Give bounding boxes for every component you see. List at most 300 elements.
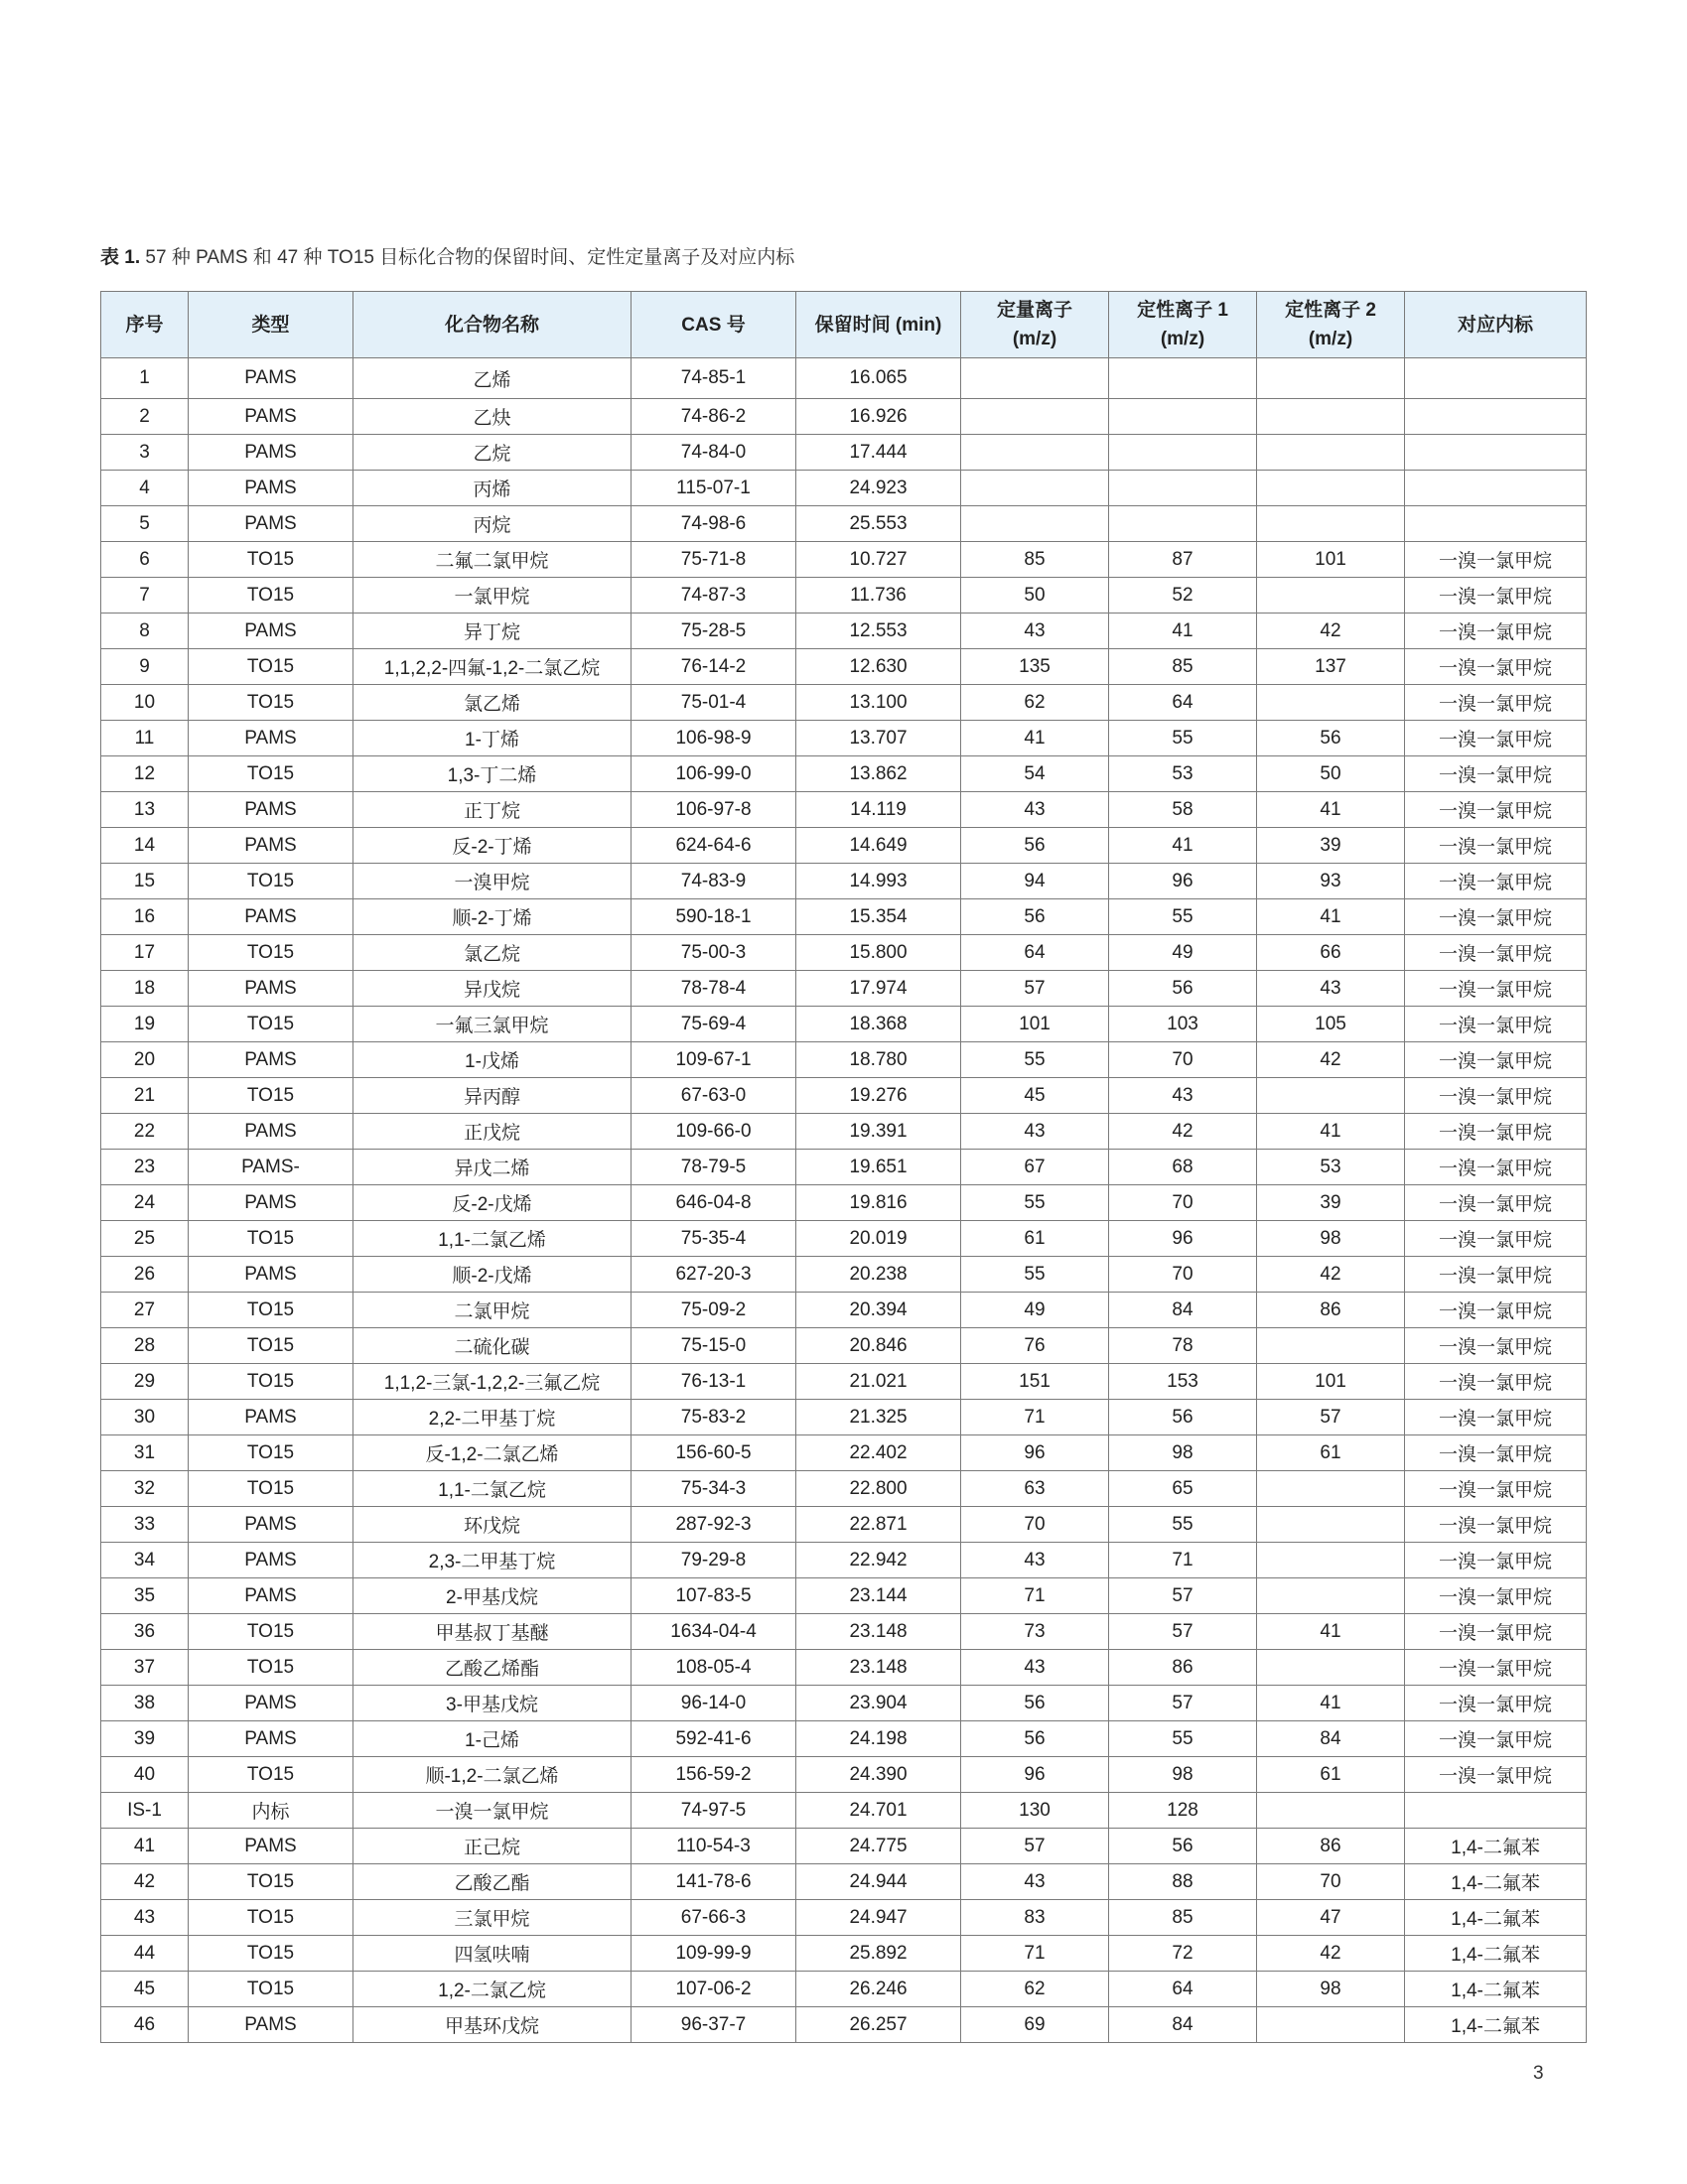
table-cell: [1109, 471, 1257, 506]
table-cell: 一溴一氯甲烷: [1405, 1293, 1587, 1328]
table-cell: 74-98-6: [632, 506, 796, 542]
table-cell: 2: [101, 399, 189, 435]
table-cell: 13.100: [796, 685, 961, 721]
table-cell: 74-85-1: [632, 358, 796, 399]
table-cell: 环戊烷: [353, 1507, 632, 1543]
table-cell: 74-84-0: [632, 435, 796, 471]
table-cell: 41: [1109, 614, 1257, 649]
table-cell: 128: [1109, 1793, 1257, 1829]
table-cell: 20.019: [796, 1221, 961, 1257]
table-cell: 13: [101, 792, 189, 828]
table-cell: 78: [1109, 1328, 1257, 1364]
table-cell: [1257, 685, 1405, 721]
table-cell: 一溴一氯甲烷: [1405, 971, 1587, 1007]
table-cell: 98: [1257, 1972, 1405, 2007]
table-cell: 627-20-3: [632, 1257, 796, 1293]
table-cell: 101: [1257, 542, 1405, 578]
column-header: [353, 292, 632, 358]
table-cell: 24.198: [796, 1721, 961, 1757]
column-header-label: 保留时间 (min): [814, 314, 942, 336]
table-cell: 24.701: [796, 1793, 961, 1829]
table-cell: PAMS: [189, 1507, 353, 1543]
table-cell: 一溴一氯甲烷: [1405, 1721, 1587, 1757]
table-row: [101, 721, 1587, 756]
column-header: [1405, 292, 1587, 358]
table-cell: 17.974: [796, 971, 961, 1007]
table-row: [101, 935, 1587, 971]
table-cell: 56: [1109, 1400, 1257, 1435]
table-cell: 43: [961, 1650, 1109, 1686]
table-cell: 1,4-二氟苯: [1405, 1936, 1587, 1972]
table-cell: 23.144: [796, 1578, 961, 1614]
table-cell: 25: [101, 1221, 189, 1257]
table-row: [101, 1650, 1587, 1686]
table-cell: 84: [1257, 1721, 1405, 1757]
column-header-label: CAS 号: [681, 314, 746, 336]
table-cell: 287-92-3: [632, 1507, 796, 1543]
table-cell: 异丙醇: [353, 1078, 632, 1114]
table-cell: 96: [961, 1757, 1109, 1793]
table-cell: 17: [101, 935, 189, 971]
table-cell: [1257, 1078, 1405, 1114]
table-cell: 78-79-5: [632, 1150, 796, 1185]
table-cell: 29: [101, 1364, 189, 1400]
table-cell: 33: [101, 1507, 189, 1543]
column-header-label: 定性离子 1: [1137, 300, 1228, 321]
table-cell: 19.276: [796, 1078, 961, 1114]
table-cell: 14.119: [796, 792, 961, 828]
table-cell: 异丁烷: [353, 614, 632, 649]
table-cell: 1,1-二氯乙烷: [353, 1471, 632, 1507]
table-cell: [1109, 506, 1257, 542]
table-cell: PAMS: [189, 2007, 353, 2043]
table-cell: 乙酸乙烯酯: [353, 1650, 632, 1686]
table-cell: 58: [1109, 792, 1257, 828]
table-cell: [1109, 435, 1257, 471]
table-cell: 一溴一氯甲烷: [1405, 1150, 1587, 1185]
table-cell: 1,4-二氟苯: [1405, 1900, 1587, 1936]
table-cell: 15.800: [796, 935, 961, 971]
table-cell: 20.846: [796, 1328, 961, 1364]
table-cell: 62: [961, 685, 1109, 721]
table-cell: 41: [1257, 1686, 1405, 1721]
table-cell: TO15: [189, 1364, 353, 1400]
table-cell: 107-83-5: [632, 1578, 796, 1614]
table-cell: 一溴一氯甲烷: [1405, 756, 1587, 792]
table-cell: 75-01-4: [632, 685, 796, 721]
table-cell: 40: [101, 1757, 189, 1793]
table-cell: PAMS: [189, 971, 353, 1007]
table-cell: 14.649: [796, 828, 961, 864]
table-row: [101, 1543, 1587, 1578]
table-cell: PAMS: [189, 1114, 353, 1150]
table-cell: 1,3-丁二烯: [353, 756, 632, 792]
table-cell: 96: [1109, 864, 1257, 899]
table-cell: 67-63-0: [632, 1078, 796, 1114]
table-row: [101, 1793, 1587, 1829]
table-cell: 75-09-2: [632, 1293, 796, 1328]
table-cell: [1257, 2007, 1405, 2043]
table-cell: 73: [961, 1614, 1109, 1650]
table-cell: [961, 435, 1109, 471]
column-header-label: 定性离子 2: [1285, 300, 1376, 321]
table-cell: 70: [1109, 1257, 1257, 1293]
table-row: [101, 1400, 1587, 1435]
table-cell: 42: [1257, 1042, 1405, 1078]
table-cell: 1-己烯: [353, 1721, 632, 1757]
table-cell: 7: [101, 578, 189, 614]
column-header-label: 定量离子: [996, 300, 1072, 321]
table-cell: 71: [961, 1400, 1109, 1435]
table-cell: 75-83-2: [632, 1400, 796, 1435]
table-cell: 75-35-4: [632, 1221, 796, 1257]
table-cell: 一溴一氯甲烷: [1405, 1614, 1587, 1650]
table-cell: 83: [961, 1900, 1109, 1936]
table-cell: [1257, 358, 1405, 399]
table-cell: 141-78-6: [632, 1864, 796, 1900]
table-cell: 1,1,2-三氯-1,2,2-三氟乙烷: [353, 1364, 632, 1400]
table-cell: 590-18-1: [632, 899, 796, 935]
table-cell: 22.871: [796, 1507, 961, 1543]
table-cell: 乙烷: [353, 435, 632, 471]
table-cell: 43: [961, 614, 1109, 649]
table-cell: 61: [1257, 1757, 1405, 1793]
table-cell: 1634-04-4: [632, 1614, 796, 1650]
table-cell: 74-86-2: [632, 399, 796, 435]
table-cell: PAMS: [189, 471, 353, 506]
table-cell: 一溴一氯甲烷: [1405, 578, 1587, 614]
table-cell: 41: [1257, 1614, 1405, 1650]
table-cell: 49: [961, 1293, 1109, 1328]
table-cell: [1405, 399, 1587, 435]
table-cell: 74-83-9: [632, 864, 796, 899]
table-cell: PAMS: [189, 399, 353, 435]
table-cell: 85: [961, 542, 1109, 578]
table-cell: 153: [1109, 1364, 1257, 1400]
table-cell: 1,4-二氟苯: [1405, 1864, 1587, 1900]
table-cell: 氯乙烯: [353, 685, 632, 721]
table-cell: 36: [101, 1614, 189, 1650]
table-cell: [1405, 471, 1587, 506]
table-cell: 一溴一氯甲烷: [1405, 542, 1587, 578]
table-cell: 正丁烷: [353, 792, 632, 828]
table-cell: 71: [1109, 1543, 1257, 1578]
table-cell: 39: [1257, 828, 1405, 864]
table-row: [101, 1364, 1587, 1400]
table-cell: 50: [961, 578, 1109, 614]
table-cell: 106-97-8: [632, 792, 796, 828]
table-cell: 13.707: [796, 721, 961, 756]
table-cell: 甲基叔丁基醚: [353, 1614, 632, 1650]
column-header: [189, 292, 353, 358]
table-row: [101, 971, 1587, 1007]
table-cell: TO15: [189, 649, 353, 685]
table-cell: 1-丁烯: [353, 721, 632, 756]
table-row: [101, 399, 1587, 435]
table-cell: TO15: [189, 864, 353, 899]
table-cell: PAMS: [189, 358, 353, 399]
table-cell: PAMS: [189, 828, 353, 864]
table-row: [101, 1686, 1587, 1721]
table-cell: 156-60-5: [632, 1435, 796, 1471]
table-cell: 101: [1257, 1364, 1405, 1400]
table-cell: 57: [1257, 1400, 1405, 1435]
table-cell: [1109, 399, 1257, 435]
table-row: [101, 542, 1587, 578]
table-cell: 10.727: [796, 542, 961, 578]
table-cell: 23.148: [796, 1650, 961, 1686]
table-cell: 22.942: [796, 1543, 961, 1578]
table-cell: 108-05-4: [632, 1650, 796, 1686]
table-cell: 21.325: [796, 1400, 961, 1435]
table-cell: 55: [1109, 899, 1257, 935]
table-cell: TO15: [189, 1972, 353, 2007]
table-cell: 75-69-4: [632, 1007, 796, 1042]
table-cell: [1257, 1793, 1405, 1829]
column-header: [1257, 292, 1405, 358]
table-cell: 41: [1109, 828, 1257, 864]
table-row: [101, 1042, 1587, 1078]
column-header: [1109, 292, 1257, 358]
table-cell: 98: [1257, 1221, 1405, 1257]
table-cell: 86: [1257, 1293, 1405, 1328]
table-cell: 74-97-5: [632, 1793, 796, 1829]
table-cell: 19.816: [796, 1185, 961, 1221]
table-cell: 1,1,2,2-四氟-1,2-二氯乙烷: [353, 649, 632, 685]
table-cell: 22.800: [796, 1471, 961, 1507]
table-cell: 18.368: [796, 1007, 961, 1042]
table-cell: 反-2-戊烯: [353, 1185, 632, 1221]
table-cell: 23.148: [796, 1614, 961, 1650]
table-cell: 106-99-0: [632, 756, 796, 792]
table-cell: 57: [1109, 1578, 1257, 1614]
table-cell: 27: [101, 1293, 189, 1328]
table-cell: 一溴一氯甲烷: [1405, 828, 1587, 864]
table-cell: 63: [961, 1471, 1109, 1507]
column-header-unit: (m/z): [1308, 329, 1353, 349]
table-cell: 67: [961, 1150, 1109, 1185]
table-cell: TO15: [189, 1864, 353, 1900]
table-cell: 22.402: [796, 1435, 961, 1471]
table-cell: 丙烯: [353, 471, 632, 506]
table-cell: 19.391: [796, 1114, 961, 1150]
table-cell: PAMS: [189, 1400, 353, 1435]
table-cell: 2-甲基戊烷: [353, 1578, 632, 1614]
table-cell: 一溴一氯甲烷: [1405, 1364, 1587, 1400]
table-cell: 101: [961, 1007, 1109, 1042]
table-cell: 16.926: [796, 399, 961, 435]
table-cell: 四氢呋喃: [353, 1936, 632, 1972]
table-row: [101, 1829, 1587, 1864]
table-cell: 19.651: [796, 1150, 961, 1185]
table-row: [101, 2007, 1587, 2043]
table-row: [101, 358, 1587, 399]
table-cell: 109-66-0: [632, 1114, 796, 1150]
table-cell: PAMS: [189, 1829, 353, 1864]
table-cell: 顺-2-丁烯: [353, 899, 632, 935]
table-cell: 14: [101, 828, 189, 864]
table-cell: 67-66-3: [632, 1900, 796, 1936]
table-cell: 75-00-3: [632, 935, 796, 971]
table-cell: 20.238: [796, 1257, 961, 1293]
table-cell: 14.993: [796, 864, 961, 899]
table-cell: 一溴一氯甲烷: [1405, 1328, 1587, 1364]
table-cell: 1,2-二氯乙烷: [353, 1972, 632, 2007]
table-cell: 86: [1109, 1650, 1257, 1686]
table-cell: 1,4-二氟苯: [1405, 1829, 1587, 1864]
table-cell: TO15: [189, 1435, 353, 1471]
table-cell: [961, 506, 1109, 542]
table-cell: 32: [101, 1471, 189, 1507]
table-cell: 75-28-5: [632, 614, 796, 649]
table-cell: 一溴一氯甲烷: [1405, 1400, 1587, 1435]
table-cell: TO15: [189, 685, 353, 721]
table-cell: 57: [961, 971, 1109, 1007]
column-header-label: 对应内标: [1457, 314, 1533, 336]
table-row: [101, 1900, 1587, 1936]
table-cell: 二氯甲烷: [353, 1293, 632, 1328]
table-cell: 55: [961, 1042, 1109, 1078]
table-cell: [961, 358, 1109, 399]
table-cell: [1257, 1543, 1405, 1578]
table-cell: 86: [1257, 1829, 1405, 1864]
table-row: [101, 1114, 1587, 1150]
table-cell: 1,4-二氟苯: [1405, 1972, 1587, 2007]
table-cell: 56: [961, 899, 1109, 935]
table-cell: 61: [1257, 1435, 1405, 1471]
table-cell: 56: [961, 1721, 1109, 1757]
table-cell: 84: [1109, 2007, 1257, 2043]
table-cell: 13.862: [796, 756, 961, 792]
table-row: [101, 899, 1587, 935]
table-cell: 15.354: [796, 899, 961, 935]
table-cell: 70: [1109, 1042, 1257, 1078]
table-header-row: [101, 292, 1587, 358]
table-row: [101, 1435, 1587, 1471]
table-cell: 42: [101, 1864, 189, 1900]
table-cell: 71: [961, 1936, 1109, 1972]
table-cell: TO15: [189, 1007, 353, 1042]
table-row: [101, 1471, 1587, 1507]
table-cell: TO15: [189, 1936, 353, 1972]
table-cell: 24.390: [796, 1757, 961, 1793]
table-cell: 反-2-丁烯: [353, 828, 632, 864]
table-row: [101, 1185, 1587, 1221]
table-row: [101, 1936, 1587, 1972]
table-cell: 47: [1257, 1900, 1405, 1936]
table-cell: 28: [101, 1328, 189, 1364]
table-cell: PAMS: [189, 1686, 353, 1721]
table-row: [101, 756, 1587, 792]
table-row: [101, 1328, 1587, 1364]
table-cell: 一溴一氯甲烷: [1405, 649, 1587, 685]
table-cell: 88: [1109, 1864, 1257, 1900]
table-cell: 35: [101, 1578, 189, 1614]
table-cell: 85: [1109, 649, 1257, 685]
table-cell: 56: [1109, 971, 1257, 1007]
table-cell: 37: [101, 1650, 189, 1686]
table-cell: 42: [1257, 1936, 1405, 1972]
table-cell: 一溴一氯甲烷: [1405, 685, 1587, 721]
table-cell: TO15: [189, 1293, 353, 1328]
table-cell: 三氯甲烷: [353, 1900, 632, 1936]
table-cell: 一溴一氯甲烷: [1405, 1507, 1587, 1543]
table-cell: 109-67-1: [632, 1042, 796, 1078]
table-cell: 23.904: [796, 1686, 961, 1721]
table-cell: 一溴一氯甲烷: [1405, 1257, 1587, 1293]
table-cell: 21: [101, 1078, 189, 1114]
table-row: [101, 506, 1587, 542]
table-cell: 11: [101, 721, 189, 756]
table-cell: 一溴一氯甲烷: [1405, 1578, 1587, 1614]
table-cell: 75-34-3: [632, 1471, 796, 1507]
table-cell: 137: [1257, 649, 1405, 685]
table-cell: 12.630: [796, 649, 961, 685]
table-cell: 41: [1257, 1114, 1405, 1150]
column-header-label: 类型: [251, 314, 290, 336]
table-row: [101, 578, 1587, 614]
table-cell: 65: [1109, 1471, 1257, 1507]
table-cell: TO15: [189, 578, 353, 614]
table-cell: 20: [101, 1042, 189, 1078]
table-row: [101, 1757, 1587, 1793]
table-row: [101, 649, 1587, 685]
table-cell: 41: [101, 1829, 189, 1864]
table-cell: 76-13-1: [632, 1364, 796, 1400]
table-cell: 87: [1109, 542, 1257, 578]
table-cell: 31: [101, 1435, 189, 1471]
table-cell: 55: [1109, 1507, 1257, 1543]
table-cell: 55: [961, 1185, 1109, 1221]
table-cell: TO15: [189, 1328, 353, 1364]
table-cell: [961, 399, 1109, 435]
table-row: [101, 864, 1587, 899]
table-cell: 一溴一氯甲烷: [1405, 1650, 1587, 1686]
table-cell: 79-29-8: [632, 1543, 796, 1578]
table-cell: 135: [961, 649, 1109, 685]
table-cell: 55: [1109, 721, 1257, 756]
table-row: [101, 1578, 1587, 1614]
table-cell: 66: [1257, 935, 1405, 971]
table-cell: 96-37-7: [632, 2007, 796, 2043]
table-row: [101, 1721, 1587, 1757]
table-cell: 107-06-2: [632, 1972, 796, 2007]
table-cell: 内标: [189, 1793, 353, 1829]
table-cell: 一溴一氯甲烷: [1405, 1221, 1587, 1257]
table-row: [101, 471, 1587, 506]
table-cell: 56: [1257, 721, 1405, 756]
table-cell: TO15: [189, 1650, 353, 1686]
table-cell: 45: [101, 1972, 189, 2007]
column-header-label: 序号: [125, 314, 164, 336]
table-cell: PAMS: [189, 1042, 353, 1078]
table-cell: 一溴一氯甲烷: [1405, 1185, 1587, 1221]
table-row: [101, 1864, 1587, 1900]
table-cell: 624-64-6: [632, 828, 796, 864]
table-cell: 43: [101, 1900, 189, 1936]
table-cell: 76: [961, 1328, 1109, 1364]
table-cell: 43: [1257, 971, 1405, 1007]
table-cell: 57: [1109, 1614, 1257, 1650]
table-cell: 49: [1109, 935, 1257, 971]
table-cell: 19: [101, 1007, 189, 1042]
table-cell: 二硫化碳: [353, 1328, 632, 1364]
table-cell: 53: [1257, 1150, 1405, 1185]
table-cell: 一溴一氯甲烷: [353, 1793, 632, 1829]
table-cell: 一氟三氯甲烷: [353, 1007, 632, 1042]
table-cell: 一溴一氯甲烷: [1405, 721, 1587, 756]
table-cell: 62: [961, 1972, 1109, 2007]
